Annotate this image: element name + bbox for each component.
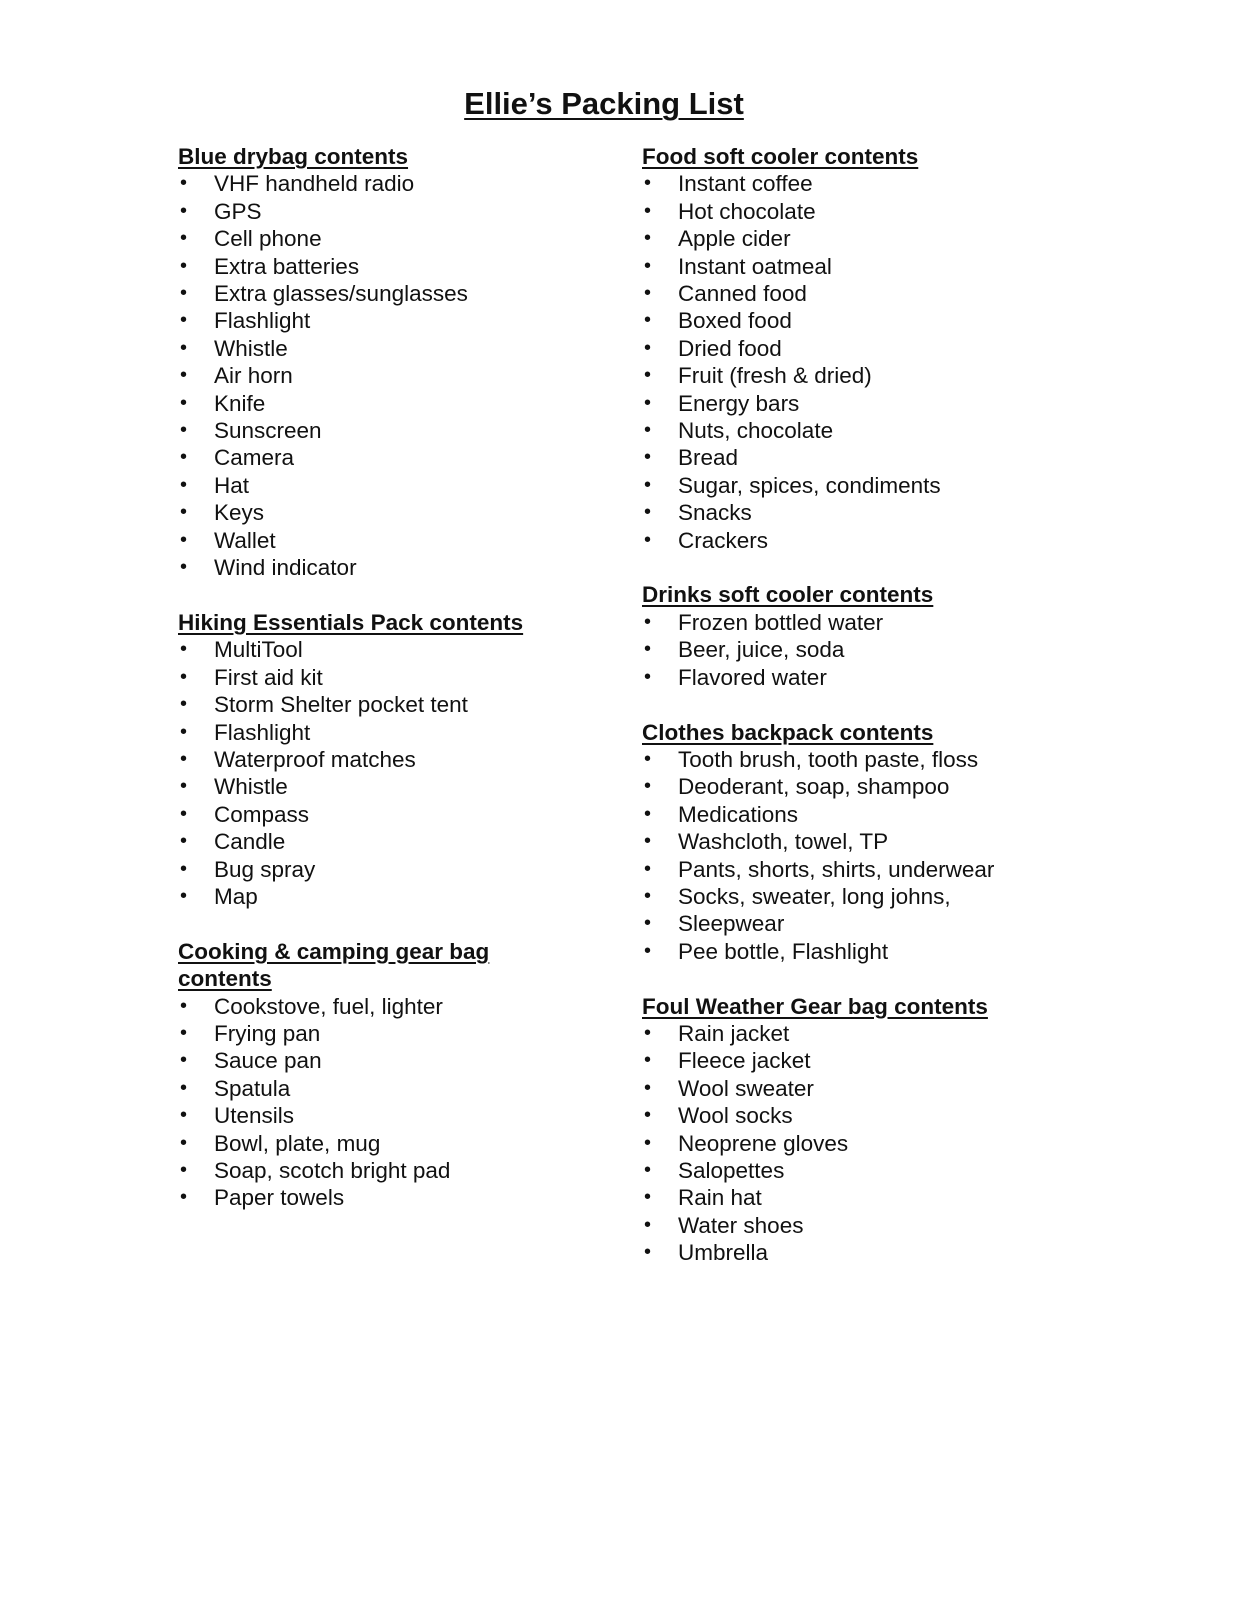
bullet-icon: •	[180, 638, 188, 661]
bullet-icon: •	[644, 501, 652, 524]
bullet-icon: •	[644, 747, 652, 770]
bullet-icon: •	[644, 391, 652, 414]
bullet-icon: •	[180, 1104, 188, 1127]
bullet-icon: •	[644, 610, 652, 633]
list-item-text: Hot chocolate	[678, 198, 816, 224]
bullet-icon: •	[180, 419, 188, 442]
list-item-text: Flashlight	[214, 719, 311, 745]
bullet-icon: •	[644, 1158, 652, 1181]
bullet-icon: •	[180, 556, 188, 579]
bullet-icon: •	[180, 227, 188, 250]
section-heading: Food soft cooler contents	[642, 144, 919, 169]
section-heading: Blue drybag contents	[178, 144, 409, 169]
list-item	[178, 719, 618, 746]
list-item-text: Extra glasses/sunglasses	[214, 281, 468, 307]
list-item-text: Soap, scotch bright pad	[214, 1158, 451, 1183]
list-item-text: Cell phone	[214, 226, 322, 252]
list-item-text: Frying pan	[214, 1020, 321, 1046]
right-column	[642, 143, 1062, 1294]
bullet-icon: •	[180, 747, 188, 770]
bullet-icon: •	[644, 1131, 652, 1154]
bullet-icon: •	[180, 309, 188, 332]
list-item-text: Socks, sweater, long johns,	[678, 883, 951, 909]
list-item	[642, 170, 1062, 197]
section-heading: Clothes backpack contents	[642, 719, 934, 745]
list-item	[642, 664, 1062, 691]
list-item-text: Snacks	[678, 500, 752, 526]
bullet-icon: •	[644, 939, 652, 962]
list-item	[642, 938, 1062, 965]
bullet-icon: •	[180, 994, 188, 1017]
list-item-text: Beer, juice, soda	[678, 637, 845, 663]
list-item-text: Keys	[214, 500, 265, 526]
item-list	[178, 993, 618, 1212]
bullet-icon: •	[644, 1049, 652, 1072]
section-heading: Hiking Essentials Pack contents	[178, 609, 524, 635]
list-item-text: Bread	[678, 445, 739, 471]
bullet-icon: •	[180, 884, 188, 907]
list-item-text: Instant coffee	[678, 171, 813, 197]
list-item	[642, 910, 1062, 937]
bullet-icon: •	[644, 1241, 652, 1264]
bullet-icon: •	[180, 1186, 188, 1209]
list-item	[178, 1157, 618, 1184]
bullet-icon: •	[180, 446, 188, 469]
list-item	[642, 1239, 1062, 1266]
list-item-text: Cookstove, fuel, lighter	[214, 993, 443, 1019]
list-item-text: Flashlight	[214, 308, 311, 334]
bullet-icon: •	[180, 254, 188, 277]
list-item	[178, 362, 618, 389]
list-item-text: Dried food	[678, 335, 782, 361]
bullet-icon: •	[180, 720, 188, 743]
section-cooking-camping-gear-bag-contents	[178, 938, 618, 1212]
section-clothes-backpack-contents	[642, 719, 1062, 966]
list-item-text: Knife	[214, 390, 266, 416]
bullet-icon: •	[180, 857, 188, 880]
bullet-icon: •	[644, 254, 652, 277]
list-item-text: Frozen bottled water	[678, 609, 884, 635]
list-item	[178, 1020, 618, 1047]
section-food-soft-cooler-contents	[642, 143, 1062, 554]
list-item-text: Air horn	[214, 363, 293, 389]
list-item-text: Rain jacket	[678, 1020, 790, 1046]
list-item	[178, 1102, 618, 1129]
list-item-text: Flavored water	[678, 664, 827, 690]
list-item-text: Wind indicator	[214, 555, 357, 581]
bullet-icon: •	[180, 473, 188, 496]
list-item-text: Extra batteries	[214, 253, 360, 279]
item-list	[642, 746, 1062, 965]
list-item-text: Bowl, plate, mug	[214, 1130, 381, 1156]
list-item-text: Apple cider	[678, 226, 791, 252]
list-item-text: Whistle	[214, 774, 288, 800]
list-item	[178, 773, 618, 800]
list-item	[178, 390, 618, 417]
list-item-text: MultiTool	[214, 637, 303, 663]
bullet-icon: •	[644, 528, 652, 551]
bullet-icon: •	[644, 336, 652, 359]
list-item	[642, 1212, 1062, 1239]
list-item	[642, 609, 1062, 636]
section-hiking-essentials-pack-contents	[178, 609, 618, 910]
bullet-icon: •	[644, 665, 652, 688]
bullet-icon: •	[644, 419, 652, 442]
list-item	[642, 527, 1062, 554]
list-item	[178, 417, 618, 444]
list-item	[178, 1047, 618, 1074]
list-item	[178, 335, 618, 362]
bullet-icon: •	[644, 802, 652, 825]
bullet-icon: •	[180, 1049, 188, 1072]
list-item	[642, 198, 1062, 225]
bullet-icon: •	[644, 227, 652, 250]
list-item	[642, 225, 1062, 252]
list-item-text: First aid kit	[214, 664, 323, 690]
list-item	[178, 527, 618, 554]
list-item	[642, 801, 1062, 828]
list-item-text: Map	[214, 883, 258, 909]
list-item	[642, 253, 1062, 280]
bullet-icon: •	[180, 1021, 188, 1044]
bullet-icon: •	[644, 282, 652, 305]
bullet-icon: •	[644, 830, 652, 853]
list-item	[178, 170, 618, 197]
bullet-icon: •	[180, 1159, 188, 1181]
list-item-text: Tooth brush, tooth paste, floss	[678, 746, 979, 772]
list-item-text: Rain hat	[678, 1185, 762, 1211]
list-item	[178, 307, 618, 334]
list-item	[642, 499, 1062, 526]
section-blue-drybag-contents	[178, 143, 618, 582]
list-item-text: Umbrella	[678, 1240, 769, 1266]
list-item	[178, 636, 618, 663]
list-item	[642, 444, 1062, 471]
list-item-text: Instant oatmeal	[678, 253, 832, 279]
bullet-icon: •	[644, 364, 652, 387]
list-item-text: Pee bottle, Flashlight	[678, 938, 889, 964]
list-item-text: Wool socks	[678, 1103, 793, 1129]
section-foul-weather-gear-bag-contents	[642, 993, 1062, 1267]
list-item-text: Fruit (fresh & dried)	[678, 363, 872, 389]
list-item-text: Sunscreen	[214, 418, 322, 444]
list-item	[642, 636, 1062, 663]
bullet-icon: •	[644, 638, 652, 661]
list-item	[178, 801, 618, 828]
list-item-text: Salopettes	[678, 1157, 785, 1183]
item-list	[642, 1020, 1062, 1267]
list-item-text: Wallet	[214, 527, 276, 553]
list-item-text: Camera	[214, 445, 295, 471]
section-drinks-soft-cooler-contents	[642, 581, 1062, 691]
list-item-text: Canned food	[678, 281, 807, 307]
list-item-text: Neoprene gloves	[678, 1130, 849, 1156]
section-heading: Cooking & camping gear bag contents	[178, 938, 490, 992]
list-item-text: Bug spray	[214, 856, 316, 882]
list-item-text: Spatula	[214, 1075, 291, 1101]
item-list	[642, 170, 1062, 554]
list-item-text: Medications	[678, 801, 799, 827]
list-item-text: Pants, shorts, shirts, underwear	[678, 856, 995, 882]
list-item	[178, 746, 618, 773]
list-item	[642, 280, 1062, 307]
section-heading: Foul Weather Gear bag contents	[642, 993, 988, 1019]
bullet-icon: •	[644, 199, 652, 222]
list-item	[178, 198, 618, 225]
list-item-text: VHF handheld radio	[214, 171, 415, 197]
list-item	[642, 1184, 1062, 1211]
item-list	[178, 636, 618, 910]
list-item-text: Water shoes	[678, 1212, 804, 1238]
list-item	[642, 307, 1062, 334]
list-item	[178, 664, 618, 691]
list-item	[178, 856, 618, 883]
bullet-icon: •	[644, 857, 652, 880]
list-item-text: Washcloth, towel, TP	[678, 829, 889, 855]
item-list	[178, 170, 618, 581]
bullet-icon: •	[644, 1213, 652, 1236]
bullet-icon: •	[644, 446, 652, 469]
list-item	[642, 472, 1062, 499]
list-item	[642, 1020, 1062, 1047]
list-item	[178, 993, 618, 1020]
bullet-icon: •	[180, 501, 188, 524]
bullet-icon: •	[644, 1021, 652, 1044]
list-item-text: Energy bars	[678, 390, 800, 416]
list-item	[642, 883, 1062, 910]
list-item	[642, 362, 1062, 389]
list-item-text: Candle	[214, 829, 286, 855]
bullet-icon: •	[180, 802, 188, 825]
list-item	[642, 1130, 1062, 1157]
bullet-icon: •	[180, 1076, 188, 1099]
bullet-icon: •	[644, 1076, 652, 1099]
bullet-icon: •	[180, 1131, 188, 1154]
list-item-text: Storm Shelter pocket tent	[214, 692, 468, 718]
list-item	[642, 1047, 1062, 1074]
bullet-icon: •	[180, 199, 188, 222]
list-item	[642, 1157, 1062, 1184]
list-item-text: Whistle	[214, 335, 288, 361]
list-item	[642, 390, 1062, 417]
list-item-text: Waterproof matches	[214, 746, 416, 772]
bullet-icon: •	[644, 775, 652, 798]
list-item	[178, 691, 618, 718]
bullet-icon: •	[180, 665, 188, 688]
list-item	[178, 472, 618, 499]
list-item	[178, 280, 618, 307]
bullet-icon: •	[644, 1104, 652, 1127]
bullet-icon: •	[180, 528, 188, 551]
list-item	[178, 1075, 618, 1102]
list-item	[178, 499, 618, 526]
list-item	[178, 225, 618, 252]
list-item	[178, 828, 618, 855]
bullet-icon: •	[180, 336, 188, 359]
list-item	[178, 1184, 618, 1211]
bullet-icon: •	[180, 282, 188, 305]
list-item	[642, 828, 1062, 855]
bullet-icon: •	[180, 775, 188, 798]
list-item	[642, 773, 1062, 800]
list-item	[178, 554, 618, 581]
list-item	[178, 883, 618, 910]
list-item-text: Utensils	[214, 1103, 295, 1129]
list-item-text: Fleece jacket	[678, 1048, 811, 1074]
list-item-text: Sleepwear	[678, 911, 785, 937]
list-item-text: Boxed food	[678, 308, 792, 334]
bullet-icon: •	[644, 473, 652, 496]
list-item	[642, 335, 1062, 362]
list-item-text: Crackers	[678, 527, 769, 553]
list-item	[642, 1075, 1062, 1102]
list-item	[178, 253, 618, 280]
list-item	[178, 1130, 618, 1157]
list-item	[642, 1102, 1062, 1129]
bullet-icon: •	[180, 364, 188, 387]
list-item-text: Sugar, spices, condiments	[678, 472, 941, 498]
list-item-text: Sauce pan	[214, 1048, 322, 1074]
left-column	[178, 143, 618, 1239]
list-item-text: Compass	[214, 801, 310, 827]
bullet-icon: •	[644, 309, 652, 332]
page-title: Ellie’s Packing List	[464, 86, 744, 121]
bullet-icon: •	[644, 884, 652, 907]
item-list	[642, 609, 1062, 691]
bullet-icon: •	[180, 830, 188, 853]
bullet-icon: •	[180, 172, 188, 195]
list-item-text: Deoderant, soap, shampoo	[678, 774, 950, 800]
list-item	[642, 746, 1062, 773]
list-item	[642, 417, 1062, 444]
list-item-text: Nuts, chocolate	[678, 418, 834, 444]
list-item-text: Wool sweater	[678, 1075, 814, 1101]
list-item	[642, 856, 1062, 883]
list-item-text: Hat	[214, 472, 250, 498]
list-item-text: Paper towels	[214, 1185, 345, 1211]
list-item-text: GPS	[214, 198, 262, 224]
bullet-icon: •	[644, 1186, 652, 1209]
list-item	[178, 444, 618, 471]
bullet-icon: •	[644, 172, 652, 195]
bullet-icon: •	[644, 912, 652, 935]
section-heading: Drinks soft cooler contents	[642, 582, 934, 608]
bullet-icon: •	[180, 693, 188, 716]
bullet-icon: •	[180, 391, 188, 414]
